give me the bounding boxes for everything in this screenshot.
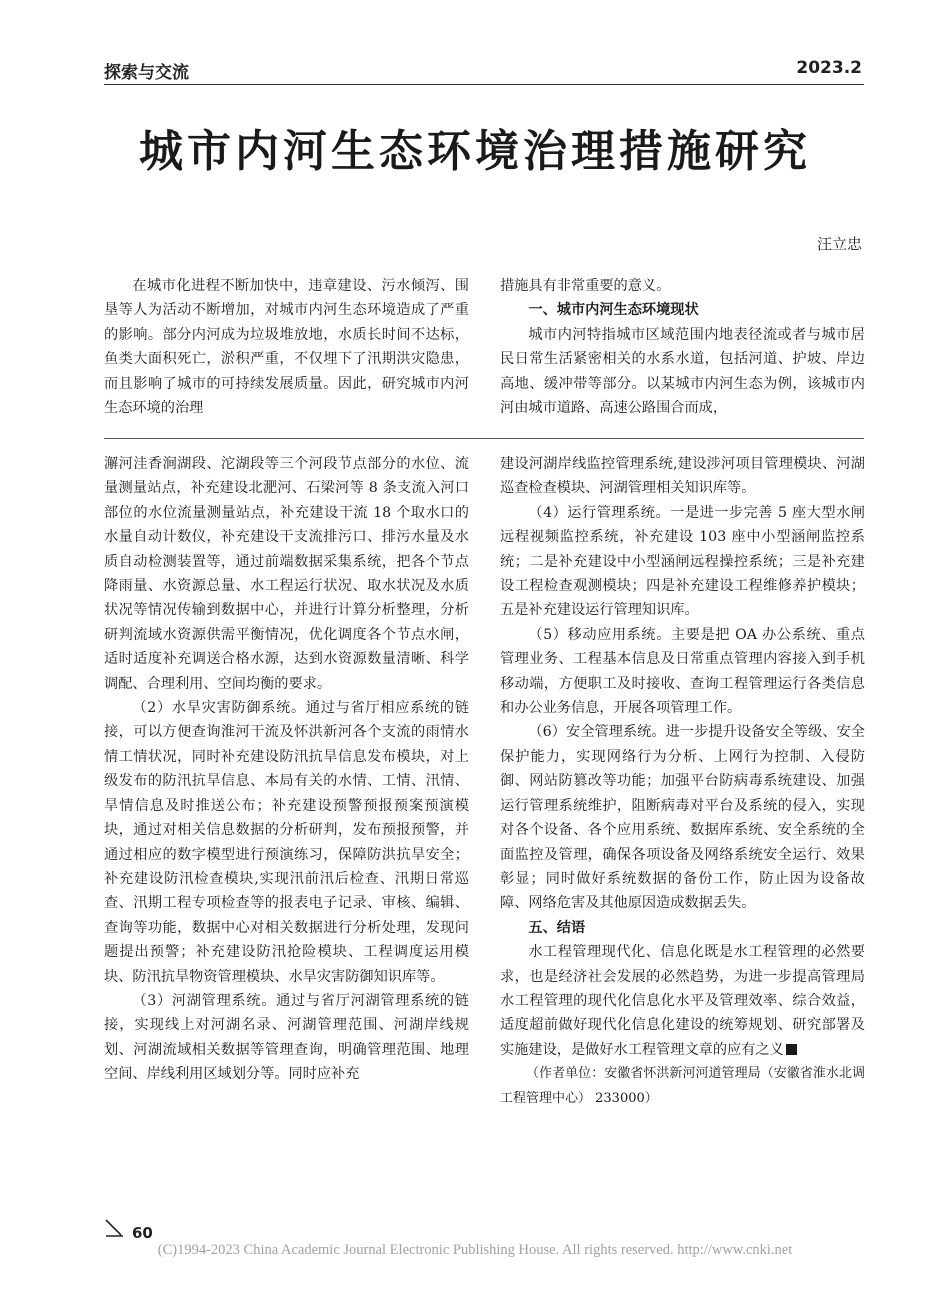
- body-paragraph: 澥河洼香涧湖段、沱湖段等三个河段节点部分的水位、流量测量站点，补充建设北淝河、石梁河等 8 条支流入河口部位的水位流量测量站点，补充建设干流 18 个取水口的水量自动计数仪，补充建设干支流排污口、排污水量及水质自动检测装置等，通过前端数据采集系统，把各个节点降雨量、水资源总量、水工程运行状况、取水状况及水质状况等情况传输到数据中心，并进行计算分析整理，分析研判流域水资源供需平衡情况，优化调度各个节点水闸，适时适度补充调送合格水源，达到水资源数量清晰、科学调配、合理利用、空间均衡的要求。: [104, 456, 469, 692]
- body-paragraph: 建设河湖岸线监控管理系统,建设涉河项目管理模块、河湖巡查检查模块、河湖管理相关知识库等。: [500, 456, 865, 497]
- section-heading-5: 五、结语: [528, 919, 586, 936]
- status-paragraph: 城市内河特指城市区域范围内地表径流或者与城市居民日常生活紧密相关的水系水道，包括河道、护坡、岸边高地、缓冲带等部分。以某城市内河生态为例，该城市内河由城市道路、高速公路围合而成，: [500, 326, 865, 417]
- header-divider: [104, 84, 864, 85]
- issue-number: 2023.2: [796, 58, 862, 78]
- copyright-watermark: (C)1994-2023 China Academic Journal Electronic Publishing House. All rights reserved. http://www.cnki.net: [157, 1242, 793, 1258]
- body-paragraph: （3）河湖管理系统。通过与省厅河湖管理系统的链接，实现线上对河湖名录、河湖管理范围、河湖岸线规划、河湖流域相关数据等管理查询，明确管理范围、地理空间、岸线利用区域划分等。同时应补充: [104, 992, 469, 1083]
- end-of-article-mark: [786, 1044, 797, 1055]
- conclusion-text: 水工程管理现代化、信息化既是水工程管理的必然要求，也是经济社会发展的必然趋势，为进一步提高管理局水工程管理的现代化信息化水平及管理效率、综合效益，适度超前做好现代化信息化建设的统筹规划、研究部署及实施建设，是做好水工程管理文章的应有之义: [500, 944, 865, 1058]
- page-number: 60: [132, 1224, 153, 1242]
- body-paragraph: （2）水旱灾害防御系统。通过与省厅相应系统的链接，可以方便查询淮河干流及怀洪新河各个支流的雨情水情工情状况，同时补充建设防汛抗旱信息发布模块，对上级发布的防汛抗旱信息、本局有关的水情、工情、汛情、旱情信息及时推送公布；补充建设预警预报预案预演模块，通过对相关信息数据的分析研判，发布预报预警，并通过相应的数字模型进行预演练习，保障防洪抗旱安全；补充建设防汛检查模块,实现汛前汛后检查、汛期日常巡查、汛期工程专项检查等的报表电子记录、审核、编辑、查询等功能，数据中心对相关数据进行分析处理，发现问题提出预警；补充建设防汛抢险模块、工程调度运用模块、防汛抗旱物资管理模块、水旱灾害防御知识库等。: [104, 700, 469, 985]
- intro-right-column: [500, 274, 865, 420]
- body-left-column: [104, 452, 469, 1087]
- intro-left-column: [104, 274, 469, 420]
- page-corner-mark-icon: [104, 1218, 124, 1238]
- author-affiliation: （作者单位：安徽省怀洪新河河道管理局（安徽省淮水北调工程管理中心） 233000）: [500, 1066, 865, 1106]
- conclusion-paragraph: [500, 940, 865, 1062]
- section-divider: [104, 438, 864, 439]
- body-paragraph: （5）移动应用系统。主要是把 OA 办公系统、重点管理业务、工程基本信息及日常重点管理内容接入到手机移动端，方便职工及时接收、查询工程管理运行各类信息和办公业务信息，开展各项管理工作。: [500, 626, 865, 717]
- journal-section-label: 探索与交流: [104, 63, 189, 83]
- author-name: 汪立忠: [816, 235, 862, 253]
- body-paragraph: （4）运行管理系统。一是进一步完善 5 座大型水闸远程视频监控系统，补充建设 103 座中小型涵闸监控系统；二是补充建设中小型涵闸远程操控系统；三是补充建设工程检查观测模块；四是补充建设工程维修养护模块；五是补充建设运行管理知识库。: [500, 504, 865, 619]
- intro-continuation: 措施具有非常重要的意义。: [500, 278, 671, 294]
- article-title: 城市内河生态环境治理措施研究: [139, 126, 811, 177]
- body-paragraph: （6）安全管理系统。进一步提升设备安全等级、安全保护能力，实现网络行为分析、上网行为控制、入侵防御、网站防篡改等功能；加强平台防病毒系统建设、加强运行管理系统维护，阻断病毒对平台及系统的侵入，实现对各个设备、各个应用系统、数据库系统、安全系统的全面监控及管理，确保各项设备及网络系统安全运行、效果彰显；同时做好系统数据的备份工作，防止因为设备故障、网络危害及其他原因造成数据丢失。: [500, 724, 865, 912]
- body-right-column: [500, 452, 865, 1111]
- intro-paragraph: 在城市化进程不断加快中，违章建设、污水倾泻、围垦等人为活动不断增加，对城市内河生态环境造成了严重的影响。部分内河成为垃圾堆放地，水质长时间不达标，鱼类大面积死亡，淤积严重，不仅埋下了汛期洪灾隐患，而且影响了城市的可持续发展质量。因此，研究城市内河生态环境的治理: [104, 278, 469, 417]
- section-heading-1: 一、城市内河生态环境现状: [528, 302, 699, 319]
